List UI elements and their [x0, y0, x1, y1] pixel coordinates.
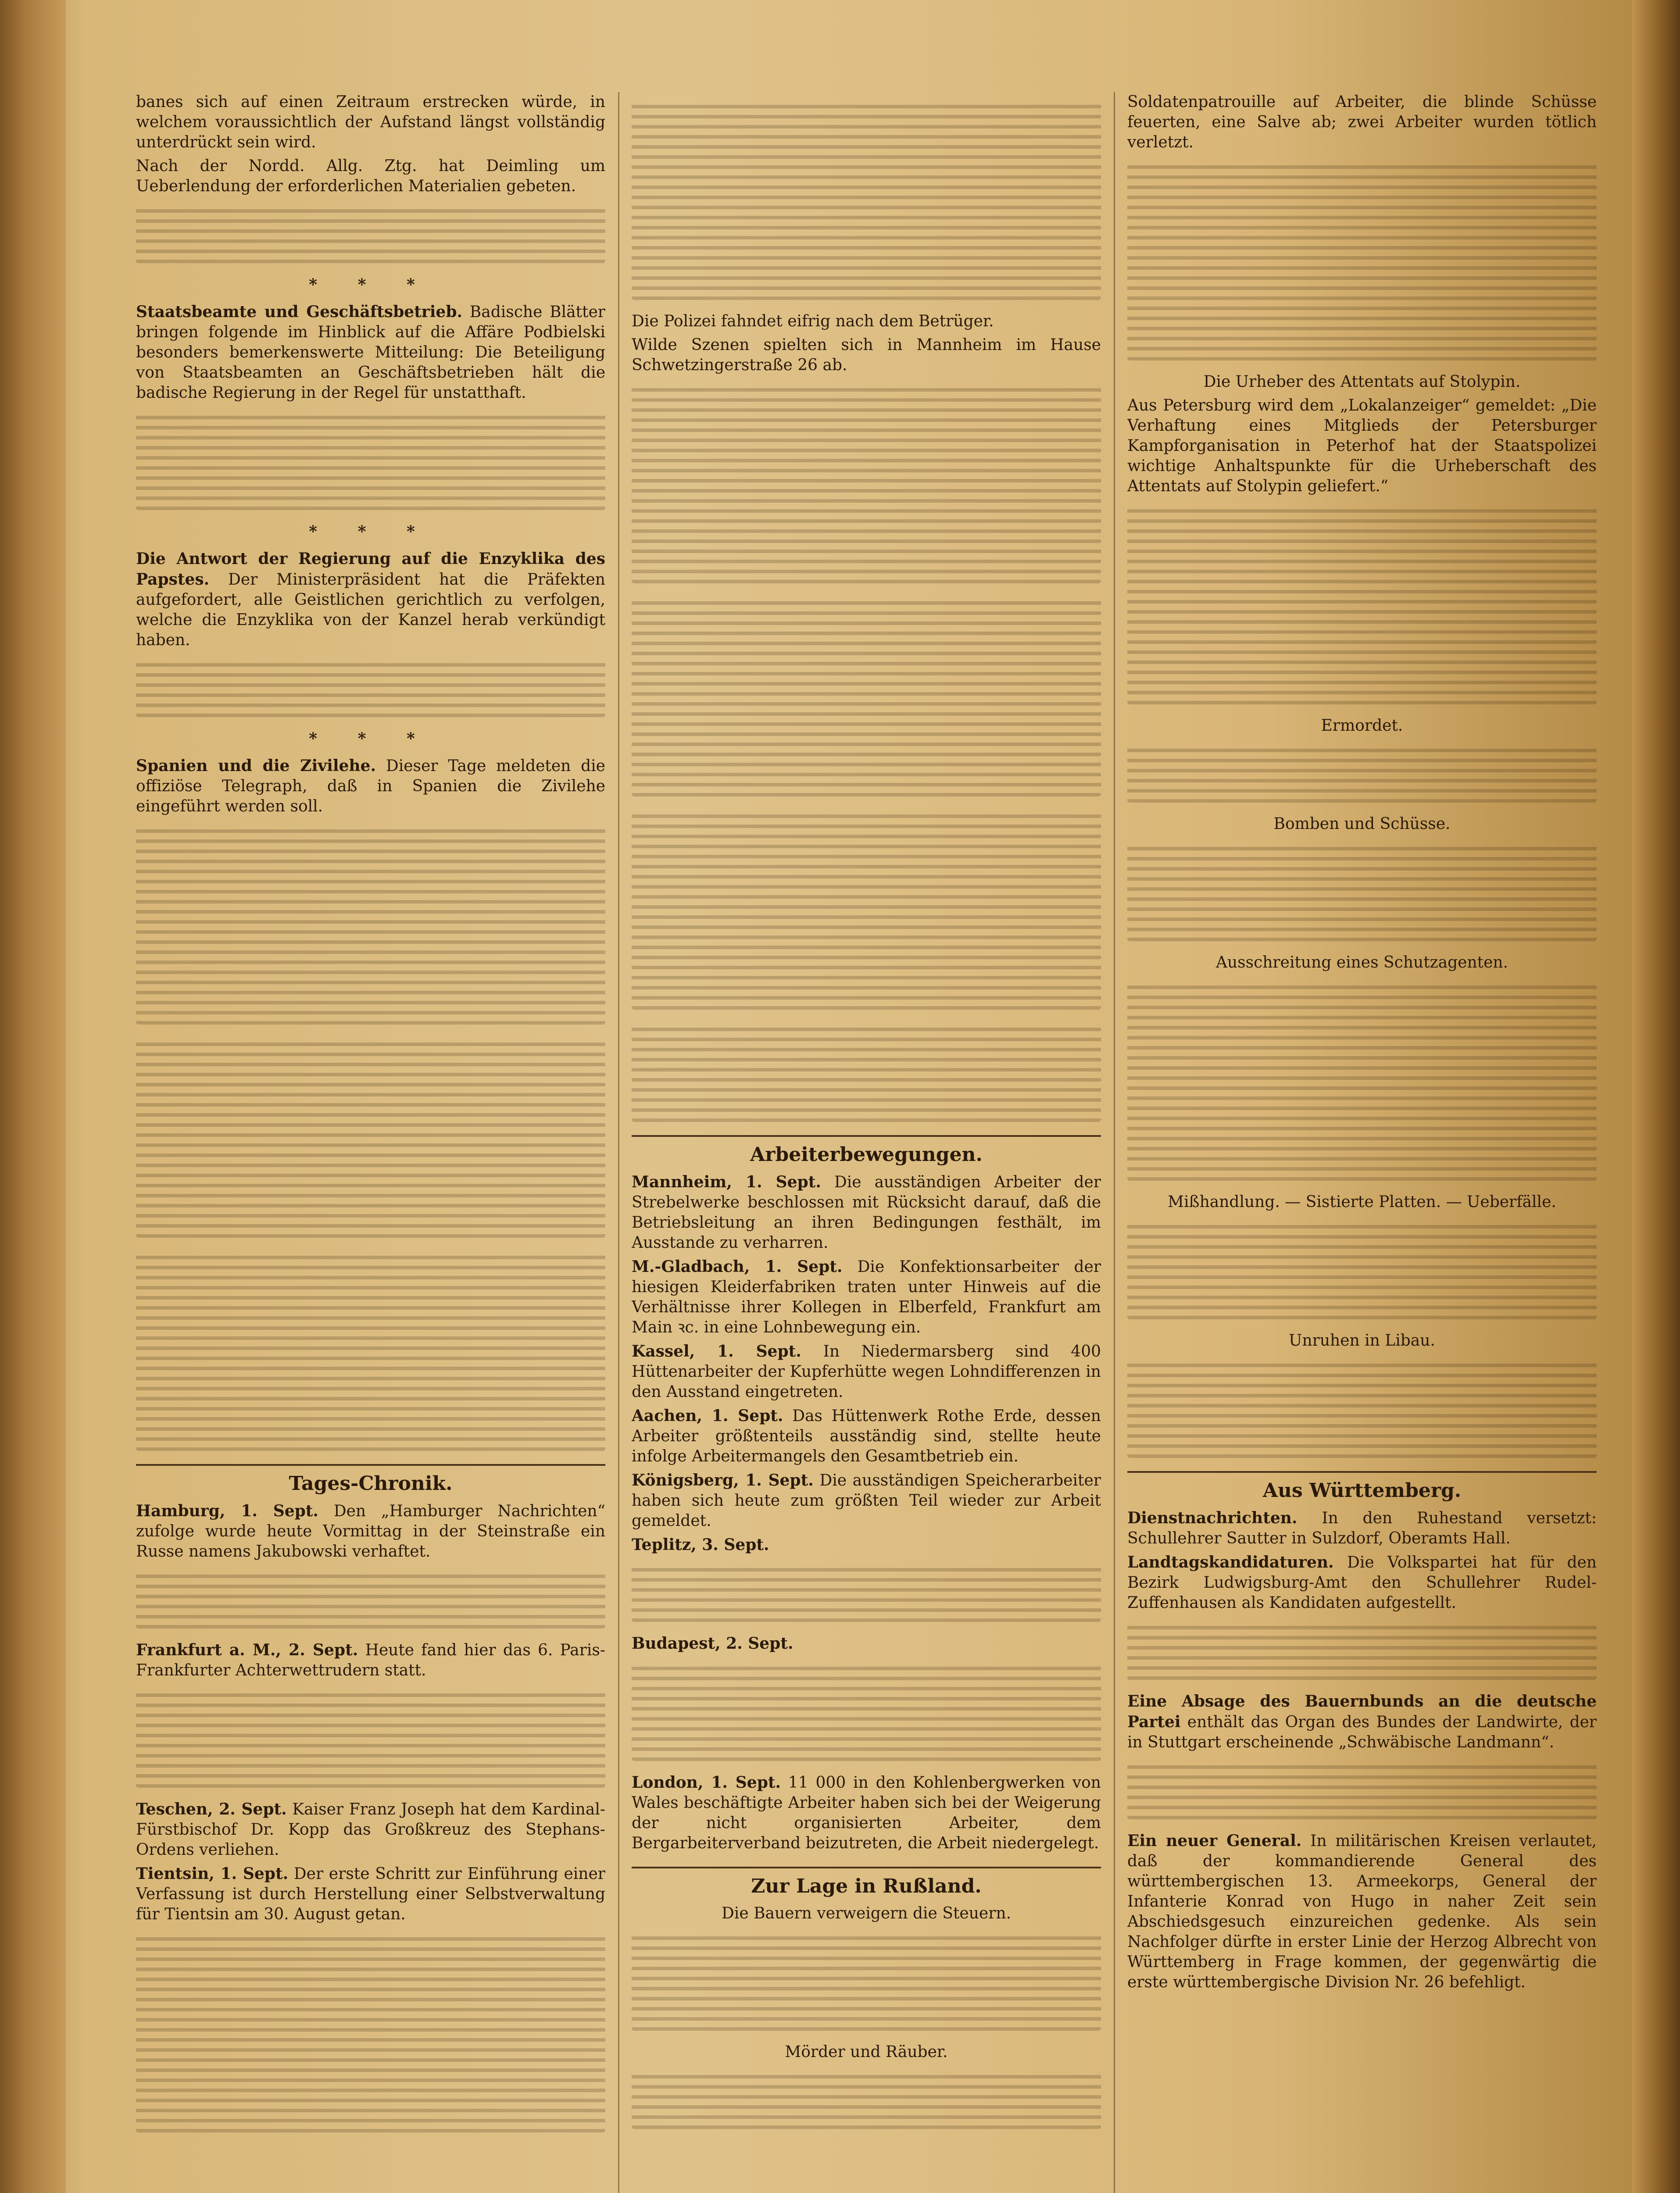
subheading: Unruhen in Libau.: [1289, 1332, 1435, 1350]
dateline: Teschen, 2. Sept.: [136, 1800, 287, 1818]
column-1: [136, 92, 605, 2193]
subheading: Die Bauern verweigern die Steuern.: [721, 1904, 1012, 1922]
article-body: Badische Blätter bringen folgende im Hinblick auf die Affäre Podbielski besonders bemerkenswerte Mitteilung: Die Beteiligung von Staatsbeamten an Geschäftsbetrieben hält die badische Regierung in der Regel für unstatthaft.: [136, 303, 605, 402]
illegible-text-block: [136, 823, 605, 1025]
column-rule: [618, 92, 619, 2193]
article-heading: Eine Absage des Bauernbunds an die deutsche Partei: [1127, 1692, 1597, 1731]
news-item: [1127, 1552, 1597, 1613]
news-body: In den Ruhestand versetzt: Schullehrer Sautter in Sulzdorf, Oberamts Hall.: [1127, 1509, 1597, 1547]
article-heading: Dienstnachrichten.: [1127, 1509, 1298, 1527]
dateline: Teplitz, 3. Sept.: [632, 1536, 769, 1554]
news-item: [1127, 1691, 1597, 1753]
illegible-text-block: [136, 1568, 605, 1629]
illegible-text-block: [632, 1021, 1101, 1122]
subheading: Bomben und Schüsse.: [1273, 815, 1451, 833]
body: hat Deimling um Ueberlendung der erforderlichen Materialien gebeten.: [136, 157, 605, 195]
separator-stars: * * *: [309, 275, 433, 294]
illegible-text-block: [1127, 840, 1597, 941]
news-body: Den „Hamburger Nachrichten“ zufolge wurde heute Vormittag in der Steinstraße ein Russe namens Jakubowski verhaftet.: [136, 1502, 605, 1561]
illegible-text-block: [632, 1660, 1101, 1761]
article-heading: Die Antwort der Regierung auf die Enzyklika des Papstes.: [136, 550, 605, 589]
illegible-text-block: [632, 1930, 1101, 2031]
news-body: Die Volkspartei hat für den Bezirk Ludwigsburg-Amt den Schullehrer Rudel-Zuffenhausen als Kandidaten aufgestellt.: [1127, 1554, 1597, 1612]
news-item: [632, 1772, 1101, 1854]
news-body: Kaiser Franz Joseph hat dem Kardinal-Fürstbischof Dr. Kopp das Großkreuz des Stephans-Ordens verliehen.: [136, 1800, 605, 1859]
news-body: enthält das Organ des Bundes der Landwirte, der in Stuttgart erscheinende „Schwäbische Landmann“.: [1127, 1713, 1597, 1751]
news-item: [1127, 1831, 1597, 1993]
paragraph: banes sich auf einen Zeitraum erstrecken würde, in welchem voraussichtlich der Aufstand längst vollständig unterdrückt sein wird.: [136, 93, 605, 151]
section-heading-aus-wuerttemberg: Aus Württemberg.: [1127, 1471, 1597, 1501]
paragraph: [136, 156, 605, 196]
news-item: [136, 1864, 605, 1925]
illegible-text-block: [1127, 1619, 1597, 1680]
paragraph: Die Polizei fahndet eifrig nach dem Betrüger.: [632, 312, 994, 330]
news-body: Die ausständigen Arbeiter der Strebelwerke beschlossen mit Rücksicht darauf, daß die Betriebsleitung an ihren Bedingungen festhält, im Ausstande zu verharren.: [632, 1173, 1101, 1252]
illegible-text-block: [136, 1931, 605, 2132]
subheading: Ausschreitung eines Schutzagenten.: [1215, 954, 1508, 971]
lead: Nach der Nordd. Allg. Ztg.: [136, 157, 417, 175]
article-body: Dieser Tage meldeten die offiziöse Telegraph, daß in Spanien die Zivilehe eingeführt werden soll.: [136, 757, 605, 815]
illegible-text-block: [136, 657, 605, 717]
column-2: [632, 92, 1101, 2193]
news-body: In Niedermarsberg sind 400 Hüttenarbeiter der Kupferhütte wegen Lohndifferenzen in den Ausstand eingetreten.: [632, 1343, 1101, 1401]
news-item: [136, 1501, 605, 1562]
illegible-text-block: [136, 1249, 605, 1451]
news-item: [632, 1257, 1101, 1338]
dateline: Hamburg, 1. Sept.: [136, 1502, 318, 1520]
article-heading: Staatsbeamte und Geschäftsbetrieb.: [136, 303, 463, 321]
subheading: Mißhandlung. — Sistierte Platten. — Ueberfälle.: [1168, 1193, 1556, 1211]
illegible-text-block: [632, 595, 1101, 796]
article-heading: Spanien und die Zivilehe.: [136, 757, 376, 775]
news-body: Der erste Schritt zur Einführung einer Verfassung ist durch Herstellung einer Selbstverwaltung für Tientsin am 30. August getan.: [136, 1865, 605, 1923]
newspaper-page: [136, 66, 1597, 2193]
illegible-text-block: [632, 2068, 1101, 2129]
news-item: [632, 1633, 1101, 1654]
illegible-text-block: [136, 409, 605, 510]
page-edge-right: [1632, 0, 1680, 2193]
news-body: Die ausständigen Speicherarbeiter haben sich heute zum größten Teil wieder zur Arbeit gemeldet.: [632, 1472, 1101, 1530]
news-body: Das Hüttenwerk Rothe Erde, dessen Arbeiter größtenteils ausständig sind, stellte heute infolge Arbeitermangels den Gesamtbetrieb ein.: [632, 1407, 1101, 1465]
section-heading-lage-in-russland: Zur Lage in Rußland.: [632, 1867, 1101, 1897]
illegible-text-block: [632, 98, 1101, 300]
news-item: [632, 1172, 1101, 1253]
illegible-text-block: [136, 203, 605, 263]
dateline: M.-Gladbach, 1. Sept.: [632, 1257, 843, 1276]
illegible-text-block: [632, 382, 1101, 583]
news-body: In militärischen Kreisen verlautet, daß der kommandierende General des württembergischen 13. Armeekorps, General der Infanterie Konrad von Hugo in naher Zeit sein Abschiedsgesuch einzureichen gedenke. Als sein Nachfolger dürfte in erster Linie der Herzog Albrecht von Württemberg in Frage kommen, der gegenwärtig die erste württembergische Division Nr. 26 befehligt.: [1127, 1832, 1597, 1991]
dateline: Tientsin, 1. Sept.: [136, 1864, 289, 1883]
article-heading: Ein neuer General.: [1127, 1832, 1302, 1850]
dateline: London, 1. Sept.: [632, 1773, 781, 1792]
paragraph: Soldatenpatrouille auf Arbeiter, die blinde Schüsse feuerten, eine Salve ab; zwei Arbeiter wurden tötlich verletzt.: [1127, 93, 1597, 151]
article-heading: Landtagskandidaturen.: [1127, 1553, 1334, 1572]
subheading: Die Urheber des Attentats auf Stolypin.: [1203, 373, 1521, 391]
article-body: Der Ministerpräsident hat die Präfekten aufgefordert, alle Geistlichen gerichtlich zu verfolgen, welche die Enzyklika von der Kanzel herab verkündigt haben.: [136, 571, 605, 649]
paragraph: [632, 335, 1101, 375]
news-item: [632, 1341, 1101, 1402]
dateline: Kassel, 1. Sept.: [632, 1342, 801, 1361]
news-body: Heute fand hier das 6. Paris-Frankfurter Achterwettrudern statt.: [136, 1641, 605, 1679]
dateline: Budapest, 2. Sept.: [632, 1634, 794, 1653]
article: [136, 756, 605, 817]
illegible-text-block: [1127, 742, 1597, 803]
illegible-text-block: [1127, 503, 1597, 704]
news-body: Die Konfektionsarbeiter der hiesigen Kleiderfabriken traten unter Hinweis auf die Verhältnisse ihrer Kollegen in Elberfeld, Frankfurt am Main ꝛc. in eine Lohnbewegung ein.: [632, 1258, 1101, 1336]
dateline: Aachen, 1. Sept.: [632, 1407, 783, 1425]
separator-stars: * * *: [309, 522, 433, 541]
news-item: [632, 1406, 1101, 1467]
illegible-text-block: [632, 1561, 1101, 1622]
illegible-text-block: [136, 1036, 605, 1238]
subheading: Ermordet.: [1321, 717, 1403, 735]
news-item: [1127, 1508, 1597, 1549]
illegible-text-block: [1127, 1357, 1597, 1458]
news-item: [632, 1470, 1101, 1531]
separator-stars: * * *: [309, 729, 433, 748]
illegible-text-block: [1127, 159, 1597, 361]
column-3: [1127, 92, 1597, 2193]
illegible-text-block: [632, 808, 1101, 1010]
illegible-text-block: [136, 1687, 605, 1788]
news-item: [632, 1535, 1101, 1555]
body: spielten sich in Mannheim im Hause Schwetzingerstraße 26 ab.: [632, 336, 1101, 374]
illegible-text-block: [1127, 979, 1597, 1181]
subheading: Mörder und Räuber.: [785, 2043, 948, 2061]
article: [136, 302, 605, 403]
dateline: Frankfurt a. M., 2. Sept.: [136, 1641, 358, 1659]
news-item: [136, 1640, 605, 1681]
news-body: 11 000 in den Kohlenbergwerken von Wales beschäftigte Arbeiter haben sich bei der Weigerung der nicht organisierten Arbeiter, dem Bergarbeiterverband beizutreten, die Arbeit niedergelegt.: [632, 1774, 1101, 1852]
illegible-text-block: [1127, 1759, 1597, 1819]
dateline: Königsberg, 1. Sept.: [632, 1471, 814, 1489]
binding-gutter-left: [0, 0, 66, 2193]
paragraph: Aus Petersburg wird dem „Lokalanzeiger“ gemeldet: „Die Verhaftung eines Mitglieds der Petersburger Kampforganisation in Peterhof hat der Staatspolizei wichtige Anhaltspunkte für die Urheberschaft des Attentats auf Stolypin geliefert.“: [1127, 396, 1597, 495]
column-rule: [1114, 92, 1115, 2193]
news-item: [136, 1799, 605, 1860]
illegible-text-block: [1127, 1218, 1597, 1319]
article: [136, 549, 605, 650]
section-heading-tages-chronik: Tages-Chronik.: [136, 1464, 605, 1494]
section-heading-arbeiterbewegungen: Arbeiterbewegungen.: [632, 1135, 1101, 1165]
lead: Wilde Szenen: [632, 336, 750, 354]
dateline: Mannheim, 1. Sept.: [632, 1173, 821, 1191]
